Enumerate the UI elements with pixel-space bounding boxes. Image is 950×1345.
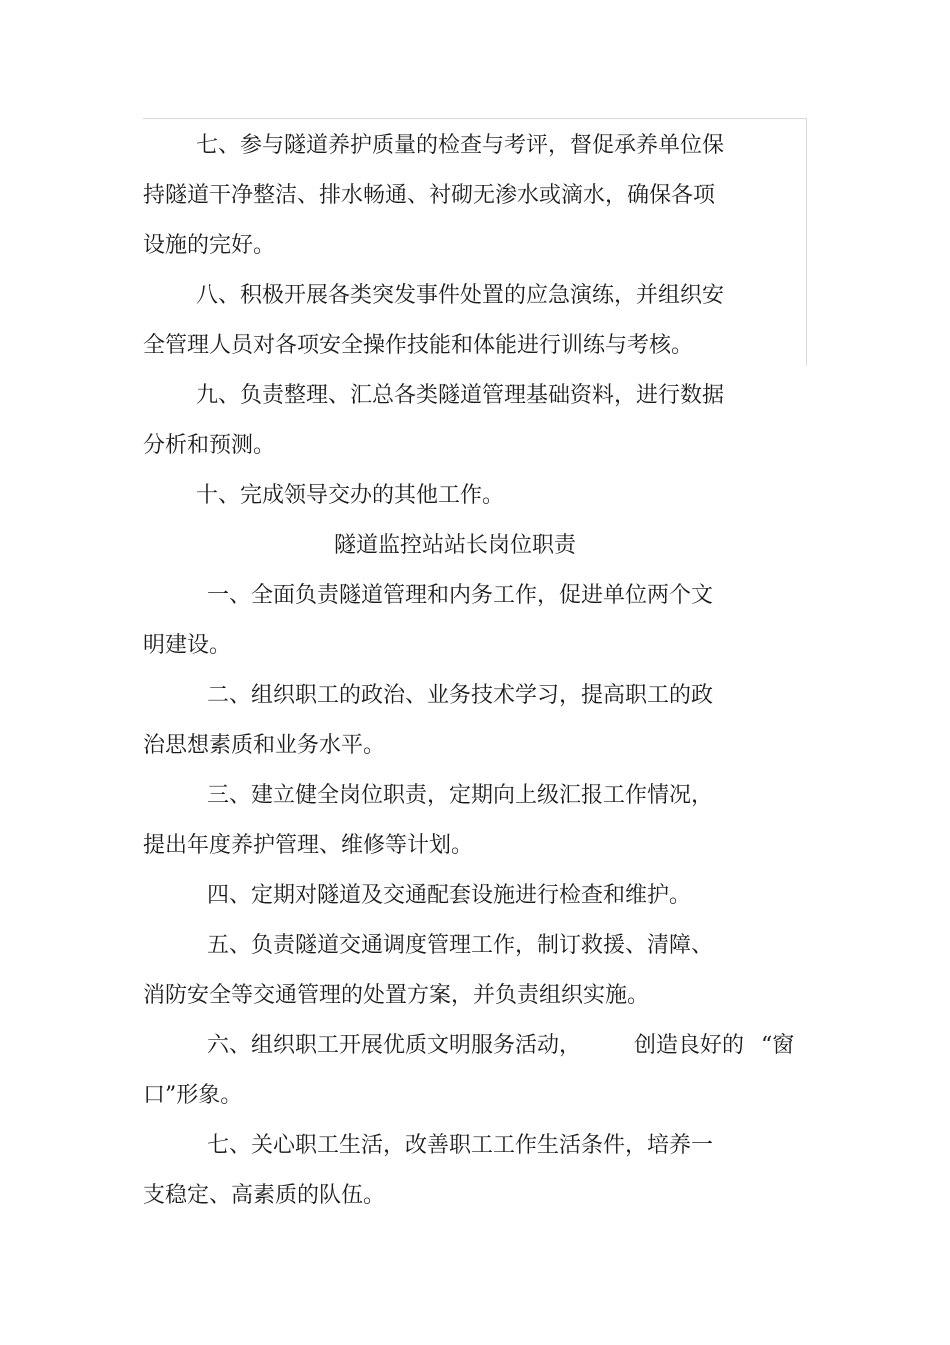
duty-5-line-1: 五、负责隧道交通调度管理工作，制订救援、清障、 [207, 933, 714, 958]
duty-1-line-2: 明建设。 [143, 633, 232, 658]
duty-1-line-1: 一、全面负责隧道管理和内务工作，促进单位两个文 [207, 583, 714, 608]
duty-3-line-1: 三、建立健全岗位职责，定期向上级汇报工作情况， [207, 783, 714, 808]
paragraph-9-line-2: 分析和预测。 [143, 433, 276, 458]
duty-2-line-2: 治思想素质和业务水平。 [143, 733, 386, 758]
duty-2-line-1: 二、组织职工的政治、业务技术学习，提高职工的政 [207, 683, 714, 708]
frame-top-line [143, 118, 807, 119]
duty-6-line-1-part-3: “窗 [761, 1033, 795, 1058]
section-title: 隧道监控站站长岗位职责 [334, 533, 577, 558]
duty-7-line-1: 七、关心职工生活，改善职工工作生活条件，培养一 [207, 1133, 714, 1158]
duty-3-line-2: 提出年度养护管理、维修等计划。 [143, 833, 474, 858]
duty-7-line-2: 支稳定、高素质的队伍。 [143, 1183, 386, 1208]
paragraph-7-line-3: 设施的完好。 [143, 233, 276, 258]
paragraph-8-line-2: 全管理人员对各项安全操作技能和体能进行训练与考核。 [143, 333, 694, 358]
paragraph-10-line-1: 十、完成领导交办的其他工作。 [196, 483, 505, 508]
duty-6-line-1-part-2: 创造良好的 [634, 1033, 745, 1058]
frame-right-line [806, 118, 807, 366]
paragraph-9-line-1: 九、负责整理、汇总各类隧道管理基础资料，进行数据 [196, 383, 725, 408]
paragraph-7-line-1: 七、参与隧道养护质量的检查与考评，督促承养单位保 [196, 133, 725, 158]
paragraph-8-line-1: 八、积极开展各类突发事件处置的应急演练，并组织安 [196, 283, 725, 308]
paragraph-7-line-2: 持隧道干净整洁、排水畅通、衬砌无渗水或滴水，确保各项 [143, 183, 716, 208]
duty-6-line-1-part-1: 六、组织职工开展优质文明服务活动， [207, 1033, 582, 1058]
duty-6-line-2: 口”形象。 [143, 1083, 243, 1108]
duty-5-line-2: 消防安全等交通管理的处置方案，并负责组织实施。 [143, 983, 650, 1008]
duty-4-line-1: 四、定期对隧道及交通配套设施进行检查和维护。 [207, 883, 692, 908]
